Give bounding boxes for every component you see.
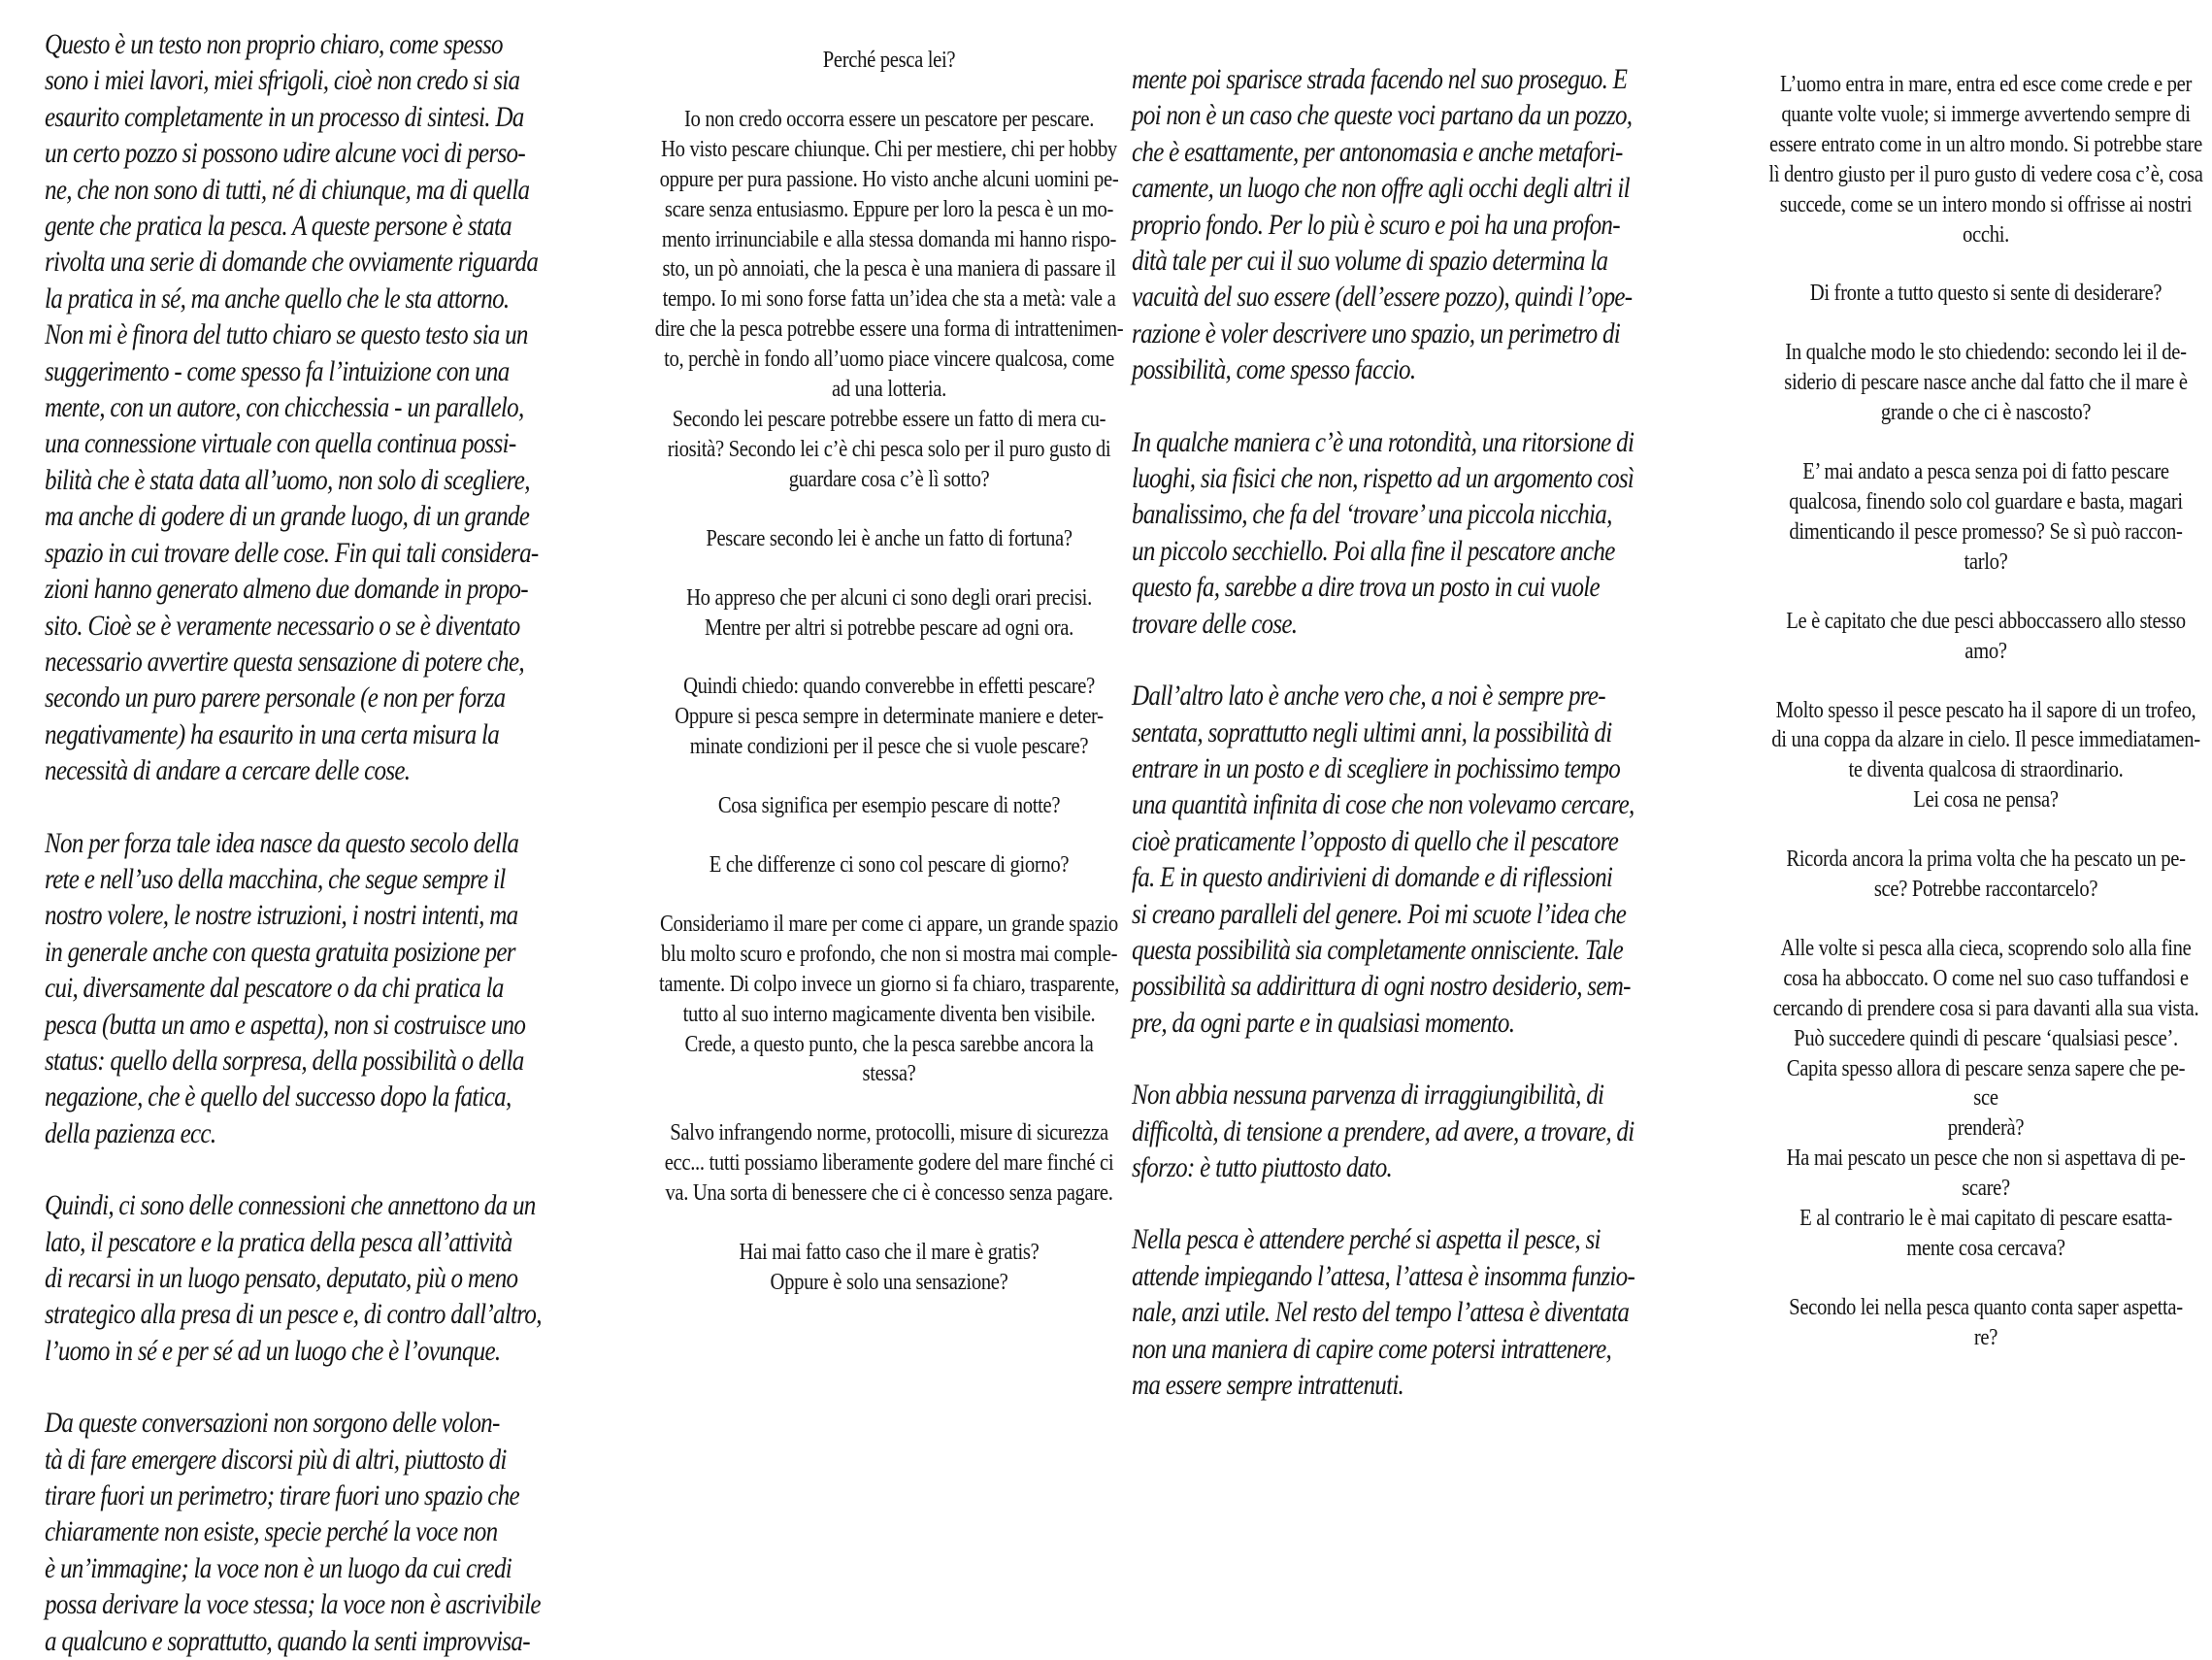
text-line: tamente. Di colpo invece un giorno si fa chiaro, trasparente,	[659, 970, 1119, 997]
text-line: Salvo infrangendo norme, protocolli, misure di sicurezza	[670, 1119, 1108, 1146]
text-line: Mentre per altri si potrebbe pescare ad ogni ora.	[705, 614, 1073, 641]
text-line: to, perchè in fondo all’uomo piace vincere qualcosa, come	[664, 346, 1114, 373]
text-line: sforzo: è tutto piuttosto dato.	[1132, 1151, 1393, 1183]
text-line: Di fronte a tutto questo si sente di desiderare?	[1809, 280, 2162, 307]
essay-paragraph-2	[1132, 425, 1636, 643]
text-line: negativamente) ha esaurito in una certa misura la	[45, 718, 500, 750]
answer-paragraph	[1733, 934, 2212, 1054]
text-line: blu molto scuro e profondo, che non si mostra mai comple-	[660, 940, 1118, 967]
text-line: entrare in un posto e di scegliere in pochissimo tempo	[1132, 752, 1621, 784]
text-line: Molto spesso il pesce pescato ha il sapore di un trofeo,	[1775, 696, 2196, 723]
text-line: grande o che ci è nascosto?	[1880, 399, 2092, 426]
text-line: amo?	[1964, 637, 2007, 664]
question-paragraph	[637, 850, 1142, 880]
column-2	[588, 46, 1124, 1298]
question-paragraph	[1733, 1054, 2212, 1264]
text-line: Dall’altro lato è anche vero che, a noi è sempre pre-	[1132, 681, 1605, 713]
text-line: Lei cosa ne pensa?	[1913, 786, 2059, 813]
text-line: Ricorda ancora la prima volta che ha pescato un pe-	[1786, 846, 2186, 873]
essay-paragraph-1	[1132, 62, 1636, 389]
question-paragraph	[1733, 279, 2212, 309]
text-line: status: quello della sorpresa, della possibilità o della	[45, 1045, 524, 1077]
text-line: Questo è un testo non proprio chiaro, come spesso	[45, 29, 503, 60]
text-line: di recarsi in un luogo pensato, deputato, più o meno	[45, 1263, 518, 1294]
text-line: pre, da ogni parte e in qualsiasi momento.	[1132, 1007, 1515, 1039]
text-line: ma anche di godere di un grande luogo, di un grande	[45, 501, 530, 533]
answer-paragraph	[1733, 696, 2212, 786]
text-line: nale, anzi utile. Nel resto del tempo l’attesa è diventata	[1132, 1297, 1630, 1329]
text-line: pesca (butta un amo e aspetta), non si costruisce uno	[45, 1009, 526, 1041]
text-line: chiaramente non esiste, specie perché la voce non	[45, 1516, 498, 1548]
text-line: di una coppa da alzare in cielo. Il pesce immediatamen-	[1771, 726, 2200, 753]
text-line: vacuità del suo essere (dell’essere pozzo), quindi l’ope-	[1132, 282, 1633, 314]
text-line: E’ mai andato a pesca senza poi di fatto pescare	[1802, 458, 2169, 485]
text-line: necessario avvertire questa sensazione di potere che,	[45, 646, 524, 678]
text-line: occhi.	[1963, 220, 2009, 248]
text-line: a qualcuno e soprattutto, quando la senti improvvisa-	[45, 1625, 530, 1657]
text-line: riosità? Secondo lei c’è chi pesca solo per il puro gusto di	[667, 435, 1111, 462]
text-line: tarlo?	[1964, 548, 2008, 575]
text-line: stessa?	[862, 1060, 916, 1087]
text-line: cosa ha abboccato. O come nel suo caso tuffandosi e	[1783, 964, 2189, 991]
answer-paragraph	[637, 910, 1142, 1030]
text-line: scare senza entusiasmo. Eppure per loro la pesca è un mo-	[664, 195, 1114, 222]
text-line: In qualche modo le sto chiedendo: secondo lei il de-	[1785, 339, 2187, 366]
text-line: questo fa, sarebbe a dire trova un posto in cui vuole	[1132, 572, 1600, 604]
text-line: cioè praticamente l’opposto di quello che il pescatore	[1132, 825, 1619, 857]
text-line: In qualche maniera c’è una rotondità, una ritorsione di	[1132, 426, 1634, 458]
text-line: E al contrario le è mai capitato di pescare esatta-	[1799, 1205, 2172, 1232]
text-line: tirare fuori un perimetro; tirare fuori uno spazio che	[45, 1480, 519, 1512]
text-line: Crede, a questo punto, che la pesca sarebbe ancora la	[684, 1030, 1094, 1057]
text-line: necessità di andare a cercare delle cose.	[45, 755, 411, 787]
text-line: poi non è un caso che queste voci partano da un pozzo,	[1132, 100, 1633, 132]
text-line: rete e nell’uso della macchina, che segue sempre il	[45, 863, 506, 895]
text-line: proprio fondo. Per lo più è scuro e poi ha una profon-	[1132, 209, 1620, 241]
answer-paragraph	[637, 105, 1142, 405]
question-paragraph	[1733, 785, 2212, 815]
text-line: sce? Potrebbe raccontarcelo?	[1873, 876, 2098, 903]
text-line: Quindi, ci sono delle connessioni che annettono da un	[45, 1190, 536, 1222]
text-line: una connessione virtuale con quella continua possi-	[45, 428, 516, 460]
text-line: ma essere sempre intrattenuti.	[1132, 1370, 1404, 1401]
column-3	[1132, 62, 1636, 1404]
text-line: possibilità, come spesso faccio.	[1132, 354, 1416, 386]
question-paragraph	[1733, 457, 2212, 578]
text-line: si creano paralleli del genere. Poi mi scuote l’idea che	[1132, 898, 1627, 930]
text-line: zioni hanno generato almeno due domande in propo-	[45, 574, 528, 606]
text-line: suggerimento - come spesso fa l’intuizione con una	[45, 355, 510, 387]
text-line: rivolta una serie di domande che ovviamente riguarda	[45, 247, 539, 279]
text-line: un certo pozzo si possono udire alcune voci di perso-	[45, 138, 525, 170]
column-1	[45, 27, 549, 1660]
text-line: possibilità sa addirittura di ogni nostro desiderio, sem-	[1132, 971, 1631, 1003]
question-paragraph	[1733, 1293, 2212, 1353]
text-line: Le è capitato che due pesci abboccassero allo stesso	[1786, 607, 2186, 634]
intro-paragraph-4	[45, 1406, 549, 1660]
text-line: bilità che è stata data all’uomo, non solo di scegliere,	[45, 464, 530, 496]
text-line: banalissimo, che fa del ‘trovare’ una piccola nicchia,	[1132, 499, 1612, 531]
text-line: te diventa qualcosa di straordinario.	[1848, 756, 2124, 783]
text-line: fa. E in questo andirivieni di domande e di riflessioni	[1132, 862, 1613, 894]
question-paragraph	[1733, 607, 2212, 667]
text-line: Alle volte si pesca alla cieca, scoprendo solo alla fine	[1780, 934, 2192, 961]
intro-paragraph-3	[45, 1188, 549, 1370]
text-line: mente poi sparisce strada facendo nel suo proseguo. E	[1132, 64, 1628, 95]
text-line: prenderà?	[1947, 1114, 2025, 1142]
essay-paragraph-4	[1132, 1078, 1636, 1186]
text-line: ne, che non sono di tutti, né di chiunque, ma di quella	[45, 174, 530, 206]
text-line: luoghi, sia fisici che non, rispetto ad un argomento così	[1132, 463, 1634, 495]
text-line: guardare cosa c’è lì sotto?	[788, 465, 990, 492]
text-line: mento irrinunciabile e alla stessa domanda mi hanno rispo-	[661, 225, 1117, 252]
text-line: gente che pratica la pesca. A queste persone è stata	[45, 211, 512, 243]
text-line: Ho appreso che per alcuni ci sono degli orari precisi.	[686, 583, 1092, 611]
question-paragraph	[637, 1030, 1142, 1090]
text-line: Non per forza tale idea nasce da questo secolo della	[45, 827, 519, 859]
text-line: Non mi è finora del tutto chiaro se questo testo sia un	[45, 319, 528, 351]
text-line: E che differenze ci sono col pescare di giorno?	[709, 851, 1070, 879]
text-line: Capita spesso allora di pescare senza sapere che pe-	[1786, 1054, 2186, 1081]
text-line: una quantità infinita di cose che non volevamo cercare,	[1132, 789, 1634, 821]
text-line: non una maniera di capire come potersi intrattenere,	[1132, 1333, 1612, 1365]
text-line: va. Una sorta di benessere che ci è concesso senza pagare.	[665, 1179, 1113, 1207]
text-line: re?	[1973, 1323, 1998, 1350]
text-line: sentata, soprattutto negli ultimi anni, la possibilità di	[1132, 716, 1612, 748]
answer-paragraph	[637, 583, 1142, 644]
text-line: Quindi chiedo: quando converebbe in effetti pescare?	[683, 673, 1095, 700]
text-line: Ho visto pescare chiunque. Chi per mestiere, chi per hobby	[661, 135, 1117, 162]
column-4	[1685, 70, 2203, 1353]
text-line: trovare delle cose.	[1132, 608, 1298, 640]
text-line: un piccolo secchiello. Poi alla fine il pescatore anche	[1132, 535, 1615, 567]
text-line: minate condizioni per il pesce che si vuole pescare?	[689, 733, 1089, 760]
text-line: tà di fare emergere discorsi più di altri, piuttosto di	[45, 1444, 507, 1476]
text-line: Secondo lei pescare potrebbe essere un fatto di mera cu-	[672, 405, 1106, 432]
text-line: lì dentro giusto per il puro gusto di vedere cosa c’è, cosa	[1768, 160, 2203, 187]
text-line: questa possibilità sia completamente onnisciente. Tale	[1132, 934, 1624, 966]
essay-paragraph-5	[1132, 1222, 1636, 1404]
intro-paragraph-1	[45, 27, 549, 790]
text-line: oppure per pura passione. Ho visto anche alcuni uomini pe-	[659, 165, 1119, 192]
text-line: secondo un puro parere personale (e non per forza	[45, 682, 506, 714]
text-line: dire che la pesca potrebbe essere una forma di intrattenimen-	[654, 315, 1124, 343]
text-line: cercando di prendere cosa si para davanti alla sua vista.	[1772, 994, 2199, 1021]
text-line: che è esattamente, per antonomasia e anche metafori-	[1132, 136, 1623, 168]
text-line: mente, con un autore, con chicchessia - un parallelo,	[45, 392, 524, 424]
text-line: Non abbia nessuna parvenza di irraggiungibilità, di	[1132, 1079, 1604, 1112]
text-line: essere entrato come in un altro mondo. Si potrebbe stare	[1769, 130, 2202, 157]
text-line: nostro volere, le nostre istruzioni, i nostri intenti, ma	[45, 900, 518, 932]
text-line: Consideriamo il mare per come ci appare, un grande spazio	[660, 910, 1118, 937]
intro-paragraph-2	[45, 826, 549, 1153]
text-line: spazio in cui trovare delle cose. Fin qui tali considera-	[45, 537, 539, 569]
text-line: siderio di pescare nasce anche dal fatto che il mare è	[1784, 369, 2188, 396]
text-line: qualcosa, finendo solo col guardare e basta, magari	[1789, 487, 2183, 515]
text-line: sito. Cioè se è veramente necessario o se è diventato	[45, 610, 520, 642]
answer-paragraph	[1733, 70, 2212, 249]
text-line: possa derivare la voce stessa; la voce non è ascrivibile	[45, 1589, 541, 1621]
text-line: sto, un pò annoiati, che la pesca è una maniera di passare il	[662, 255, 1116, 282]
text-line: Da queste conversazioni non sorgono delle volon-	[45, 1408, 500, 1440]
text-line: razione è voler descrivere uno spazio, un perimetro di	[1132, 317, 1621, 349]
text-line: camente, un luogo che non offre agli occhi degli altri il	[1132, 173, 1630, 205]
text-line: Pescare secondo lei è anche un fatto di fortuna?	[706, 524, 1073, 551]
text-line: in generale anche con questa gratuita posizione per	[45, 936, 515, 968]
text-line: difficoltà, di tensione a prendere, ad avere, a trovare, di	[1132, 1115, 1634, 1147]
text-line: Oppure si pesca sempre in determinate maniere e deter-	[675, 703, 1104, 730]
text-line: tempo. Io mi sono forse fatta un’idea che sta a metà: vale a	[662, 285, 1116, 313]
text-line: mente cosa cercava?	[1906, 1235, 2065, 1261]
text-line: L’uomo entra in mare, entra ed esce come crede e per	[1780, 71, 2192, 97]
text-line: Secondo lei nella pesca quanto conta saper aspetta-	[1789, 1293, 2183, 1320]
question-paragraph	[637, 672, 1142, 762]
text-line: dità tale per cui il suo volume di spazio determina la	[1132, 246, 1608, 278]
text-line: Nella pesca è attendere perché si aspetta il pesce, si	[1132, 1224, 1601, 1256]
text-line: sono i miei lavori, miei sfrigoli, cioè non credo si sia	[45, 65, 520, 97]
text-line: quante volte vuole; si immerge avvertendo sempre di	[1781, 100, 2191, 127]
text-line: Hai mai fatto caso che il mare è gratis?	[739, 1239, 1040, 1266]
question-paragraph	[637, 1238, 1142, 1298]
question-paragraph	[637, 524, 1142, 554]
question-heading	[637, 46, 1142, 76]
text-line: Cosa significa per esempio pescare di notte?	[717, 792, 1061, 819]
question-paragraph	[637, 405, 1142, 495]
text-line: della pazienza ecc.	[45, 1117, 216, 1149]
question-paragraph	[1733, 338, 2212, 428]
text-line: negazione, che è quello del successo dopo la fatica,	[45, 1081, 512, 1113]
text-line: cui, diversamente dal pescatore o da chi pratica la	[45, 973, 504, 1005]
text-line: ecc... tutti possiamo liberamente godere del mare finché ci	[664, 1149, 1114, 1177]
text-line: ad una lotteria.	[832, 376, 946, 403]
text-line: l’uomo in sé e per sé ad un luogo che è l’ovunque.	[45, 1335, 501, 1367]
text-line: attende impiegando l’attesa, l’attesa è insomma funzio-	[1132, 1260, 1635, 1292]
text-line: strategico alla presa di un pesce e, di contro dall’altro,	[45, 1299, 542, 1331]
text-line: tutto al suo interno magicamente diventa ben visibile.	[682, 1000, 1096, 1027]
text-line: dimenticando il pesce promesso? Se sì può raccon-	[1789, 517, 2183, 545]
essay-paragraph-3	[1132, 679, 1636, 1042]
text-line: lato, il pescatore e la pratica della pesca all’attività	[45, 1226, 512, 1258]
text-line: scare?	[1962, 1175, 2010, 1202]
text-line: Io non credo occorra essere un pescatore per pescare.	[683, 105, 1095, 132]
text-line: Perché pesca lei?	[822, 47, 956, 73]
question-paragraph	[637, 791, 1142, 821]
text-line: succede, come se un intero mondo si offrisse ai nostri	[1779, 190, 2193, 217]
text-line: la pratica in sé, ma anche quello che le sta attorno.	[45, 282, 510, 315]
text-line: esaurito completamente in un processo di sintesi. Da	[45, 101, 524, 133]
text-line: Oppure è solo una sensazione?	[770, 1269, 1008, 1295]
answer-paragraph	[637, 1118, 1142, 1209]
text-line: è un’immagine; la voce non è un luogo da cui credi	[45, 1552, 512, 1584]
text-line: Può succedere quindi di pescare ‘qualsiasi pesce’.	[1794, 1024, 2178, 1051]
question-paragraph	[1733, 845, 2212, 905]
text-line: Ha mai pescato un pesce che non si aspettava di pe-	[1786, 1145, 2186, 1172]
text-line: sce	[1973, 1084, 1998, 1112]
